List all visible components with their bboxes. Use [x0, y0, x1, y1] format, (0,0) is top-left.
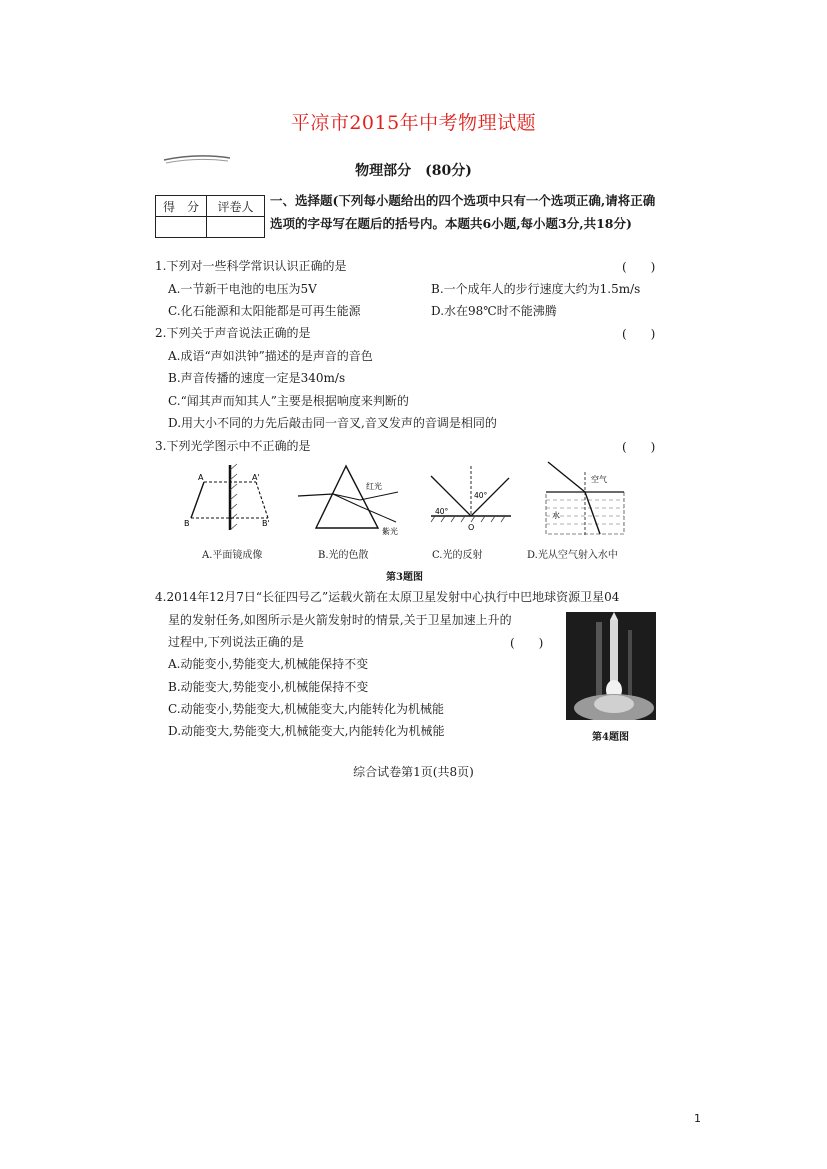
page-footer: 综合试卷第1页(共8页) — [353, 765, 474, 779]
grader-label: 评卷人 — [207, 196, 265, 217]
q1-option-a: A.一节新干电池的电压为5V — [168, 282, 317, 296]
score-cell — [156, 217, 207, 238]
q4-option-c: C.动能变小,势能变大,机械能变大,内能转化为机械能 — [168, 702, 445, 716]
section-title: 物理部分 (80分) — [355, 163, 472, 179]
label-air: 空气 — [591, 475, 607, 484]
q4-stem-line2: 星的发射任务,如图所示是火箭发射时的情景,关于卫星加速上升的 — [168, 613, 512, 627]
label-angle-reflection: 40° — [474, 491, 488, 500]
q2-option-c: C.“闻其声而知其人”主要是根据响度来判断的 — [168, 394, 409, 408]
fig-a-caption: A.平面镜成像 — [202, 550, 263, 561]
q4-photo-caption: 第4题图 — [592, 732, 629, 743]
q1-answer-paren: ( ) — [622, 260, 656, 274]
fig-c-caption: C.光的反射 — [432, 550, 483, 561]
figure-plane-mirror — [180, 462, 280, 532]
q2-option-a: A.成语“声如洪钟”描述的是声音的音色 — [168, 349, 373, 363]
section-instructions: 一、选择题(下列每小题给出的四个选项中只有一个选项正确,请将正确选项的字母写在题后的括号内。本题共6小题,每小题3分,共18分) — [270, 193, 656, 231]
label-b-prime: B' — [262, 519, 270, 528]
grader-cell — [207, 217, 265, 238]
q4-stem-line3: 过程中,下列说法正确的是 — [168, 635, 304, 649]
q4-option-d: D.动能变大,势能变大,机械能变大,内能转化为机械能 — [168, 724, 445, 738]
figure-prism-dispersion — [296, 462, 408, 536]
q4-option-b: B.动能变大,势能变小,机械能保持不变 — [168, 680, 369, 694]
page-title: 平凉市2015年中考物理试题 — [290, 112, 537, 134]
figure-reflection — [425, 462, 515, 536]
q4-stem-line1: 4.2014年12月7日“长征四号乙”运载火箭在太原卫星发射中心执行中巴地球资源卫星04 — [155, 590, 620, 604]
q3-answer-paren: ( ) — [622, 440, 656, 454]
label-b: B — [184, 519, 190, 528]
q2-option-b: B.声音传播的速度一定是340m/s — [168, 371, 346, 385]
q3-figure-title: 第3题图 — [386, 572, 423, 583]
label-purple-light: 紫光 — [382, 527, 398, 536]
q4-answer-paren: ( ) — [510, 636, 544, 650]
label-red-light: 红光 — [366, 482, 382, 491]
rocket-launch-photo — [566, 612, 656, 720]
q2-answer-paren: ( ) — [622, 327, 656, 341]
fig-b-caption: B.光的色散 — [318, 550, 369, 561]
label-a: A — [198, 473, 204, 482]
label-angle-incidence: 40° — [435, 507, 449, 516]
label-water: 水 — [552, 511, 560, 520]
q4-option-a: A.动能变小,势能变大,机械能保持不变 — [168, 657, 369, 671]
q3-stem: 3.下列光学图示中不正确的是 — [155, 439, 311, 453]
label-point-o: O — [468, 523, 475, 532]
q1-option-c: C.化石能源和太阳能都是可再生能源 — [168, 304, 361, 318]
score-box — [155, 195, 265, 238]
q1-option-d: D.水在98℃时不能沸腾 — [431, 304, 557, 318]
figure-refraction — [538, 458, 630, 538]
q2-stem: 2.下列关于声音说法正确的是 — [155, 326, 311, 340]
q2-option-d: D.用大小不同的力先后敲击同一音叉,音叉发声的音调是相同的 — [168, 416, 497, 430]
score-label: 得 分 — [156, 196, 207, 217]
q1-stem: 1.下列对一些科学常识认识正确的是 — [155, 259, 347, 273]
page-number: 1 — [694, 1112, 701, 1125]
label-a-prime: A' — [252, 473, 260, 482]
q1-option-b: B.一个成年人的步行速度大约为1.5m/s — [431, 282, 641, 296]
fig-d-caption: D.光从空气射入水中 — [527, 550, 618, 561]
